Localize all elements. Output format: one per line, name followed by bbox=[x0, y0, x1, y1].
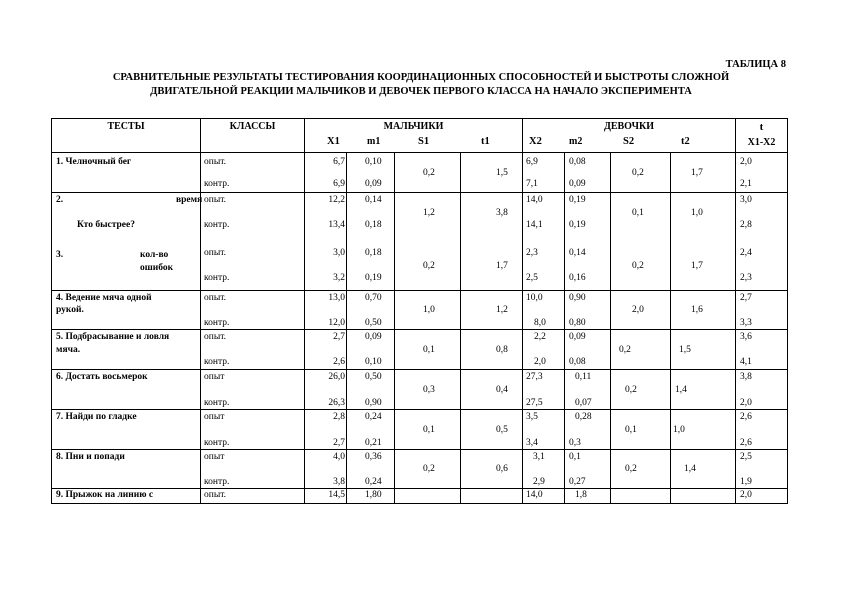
s2-value: 0,2 bbox=[625, 385, 637, 395]
header-tests: ТЕСТЫ bbox=[52, 119, 201, 153]
s1-value: 1,2 bbox=[423, 208, 435, 218]
x1-value: 13,4 bbox=[328, 220, 345, 230]
m2-value: 0,80 bbox=[569, 318, 586, 328]
s1-value: 0,1 bbox=[423, 345, 435, 355]
x2-value: 2,9 bbox=[533, 477, 545, 487]
class-label: контр. bbox=[204, 273, 230, 283]
x1-value: 2,6 bbox=[333, 357, 345, 367]
t-value: 4,1 bbox=[740, 357, 752, 367]
m1-value: 0,09 bbox=[365, 332, 382, 342]
x1-value: 26,0 bbox=[328, 372, 345, 382]
t2-value: 1,4 bbox=[684, 464, 696, 474]
m1-value: 0,14 bbox=[365, 195, 382, 205]
header-s2: S2 bbox=[623, 136, 635, 147]
class-label: контр. bbox=[204, 438, 230, 448]
t-value: 2,0 bbox=[740, 398, 752, 408]
m1-value: 1,80 bbox=[365, 490, 382, 500]
class-label: опыт bbox=[204, 412, 225, 422]
x1-value: 12,0 bbox=[328, 318, 345, 328]
t-value: 3,6 bbox=[740, 332, 752, 342]
x2-value: 6,9 bbox=[526, 157, 538, 167]
m1-value: 0,90 bbox=[365, 398, 382, 408]
m2-value: 0,19 bbox=[569, 195, 586, 205]
test-name: 3. bbox=[56, 250, 64, 260]
m1-value: 0,18 bbox=[365, 220, 382, 230]
x1-value: 4,0 bbox=[333, 452, 345, 462]
table-row bbox=[52, 489, 788, 504]
t2-value: 1,7 bbox=[691, 168, 703, 178]
m2-value: 0,11 bbox=[575, 372, 592, 382]
header-classes: КЛАССЫ bbox=[201, 119, 305, 153]
table-row bbox=[52, 291, 788, 330]
t1-value: 0,4 bbox=[496, 385, 508, 395]
t2-value: 1,6 bbox=[691, 305, 703, 315]
x2-value: 3,5 bbox=[526, 412, 538, 422]
results-table bbox=[51, 118, 788, 504]
m1-value: 0,21 bbox=[365, 438, 382, 448]
test-name: мяча. bbox=[56, 345, 81, 355]
t2-value: 1,5 bbox=[679, 345, 691, 355]
x2-value: 2,2 bbox=[534, 332, 546, 342]
header-x2: X2 bbox=[529, 136, 542, 147]
s2-value: 0,1 bbox=[632, 208, 644, 218]
table-row bbox=[52, 410, 788, 450]
x1-value: 3,0 bbox=[333, 248, 345, 258]
header-t2: t2 bbox=[681, 136, 690, 147]
m2-value: 0,08 bbox=[569, 157, 586, 167]
t-value: 1,9 bbox=[740, 477, 752, 487]
class-label: опыт. bbox=[204, 248, 227, 258]
t1-value: 0,8 bbox=[496, 345, 508, 355]
class-label: опыт bbox=[204, 372, 225, 382]
t2-value: 1,0 bbox=[673, 425, 685, 435]
table-row bbox=[52, 193, 788, 291]
x1-value: 3,8 bbox=[333, 477, 345, 487]
x2-value: 14,1 bbox=[526, 220, 543, 230]
s2-value: 0,2 bbox=[619, 345, 631, 355]
m2-value: 0,16 bbox=[569, 273, 586, 283]
t2-value: 1,0 bbox=[691, 208, 703, 218]
s2-value: 0,1 bbox=[625, 425, 637, 435]
t-value: 2,5 bbox=[740, 452, 752, 462]
t-value: 2,1 bbox=[740, 179, 752, 189]
x1-value: 12,2 bbox=[328, 195, 345, 205]
s1-value: 0,3 bbox=[423, 385, 435, 395]
x2-value: 2,5 bbox=[526, 273, 538, 283]
test-name: 9. Прыжок на линию с bbox=[56, 490, 154, 500]
header-x1x2: X1-X2 bbox=[747, 137, 776, 148]
header-t1: t1 bbox=[481, 136, 490, 147]
x2-value: 27,5 bbox=[526, 398, 543, 408]
x2-value: 2,0 bbox=[534, 357, 546, 367]
page-title-line1: СРАВНИТЕЛЬНЫЕ РЕЗУЛЬТАТЫ ТЕСТИРОВАНИЯ КООРДИНАЦИОННЫХ СПОСОБНОСТЕЙ И БЫСТРОТЫ СЛОЖНОЙ bbox=[112, 72, 730, 83]
x2-value: 14,0 bbox=[526, 195, 543, 205]
m2-value: 0,3 bbox=[569, 438, 581, 448]
m1-value: 0,24 bbox=[365, 412, 382, 422]
t1-value: 1,5 bbox=[496, 168, 508, 178]
m1-value: 0,09 bbox=[365, 179, 382, 189]
table-header-row bbox=[52, 119, 788, 153]
x2-value: 3,4 bbox=[526, 438, 538, 448]
class-label: опыт. bbox=[204, 157, 227, 167]
table-label: ТАБЛИЦА 8 bbox=[725, 59, 786, 70]
t-value: 3,3 bbox=[740, 318, 752, 328]
s1-value: 0,2 bbox=[423, 261, 435, 271]
m2-value: 0,09 bbox=[569, 179, 586, 189]
t1-value: 0,6 bbox=[496, 464, 508, 474]
test-name: кол-во bbox=[140, 250, 169, 260]
test-name: 5. Подбрасывание и ловля bbox=[56, 332, 170, 342]
m1-value: 0,19 bbox=[365, 273, 382, 283]
test-name: 4. Ведение мяча одной bbox=[56, 293, 152, 303]
test-name: 7. Найди по гладке bbox=[56, 412, 137, 422]
m2-value: 0,09 bbox=[569, 332, 586, 342]
m1-value: 0,50 bbox=[365, 372, 382, 382]
s2-value: 2,0 bbox=[632, 305, 644, 315]
t-value: 2,4 bbox=[740, 248, 752, 258]
x1-value: 26,3 bbox=[328, 398, 345, 408]
class-label: контр. bbox=[204, 179, 230, 189]
test-name: время bbox=[176, 195, 203, 205]
test-name: 2. bbox=[56, 195, 64, 205]
header-m2: m2 bbox=[569, 136, 583, 147]
t1-value: 1,7 bbox=[496, 261, 508, 271]
header-x1: X1 bbox=[327, 136, 340, 147]
s1-value: 0,1 bbox=[423, 425, 435, 435]
x1-value: 6,9 bbox=[333, 179, 345, 189]
class-label: контр. bbox=[204, 357, 230, 367]
s2-value: 0,2 bbox=[625, 464, 637, 474]
t-value: 2,3 bbox=[740, 273, 752, 283]
m1-value: 0,10 bbox=[365, 157, 382, 167]
t-value: 2,8 bbox=[740, 220, 752, 230]
x1-value: 2,7 bbox=[333, 438, 345, 448]
table-row bbox=[52, 153, 788, 193]
x2-value: 27,3 bbox=[526, 372, 543, 382]
t1-value: 0,5 bbox=[496, 425, 508, 435]
test-name: 8. Пни и попади bbox=[56, 452, 125, 462]
t2-value: 1,7 bbox=[691, 261, 703, 271]
header-m1: m1 bbox=[367, 136, 381, 147]
t1-value: 3,8 bbox=[496, 208, 508, 218]
m2-value: 0,27 bbox=[569, 477, 586, 487]
x2-value: 8,0 bbox=[534, 318, 546, 328]
x2-value: 10,0 bbox=[526, 293, 543, 303]
s2-value: 0,2 bbox=[632, 168, 644, 178]
t-value: 2,6 bbox=[740, 438, 752, 448]
m1-value: 0,10 bbox=[365, 357, 382, 367]
m1-value: 0,70 bbox=[365, 293, 382, 303]
class-label: контр. bbox=[204, 477, 230, 487]
x2-value: 7,1 bbox=[526, 179, 538, 189]
m1-value: 0,24 bbox=[365, 477, 382, 487]
s1-value: 0,2 bbox=[423, 168, 435, 178]
class-label: контр. bbox=[204, 398, 230, 408]
t-value: 3,0 bbox=[740, 195, 752, 205]
test-name: ошибок bbox=[140, 263, 174, 273]
test-name: 6. Достать восьмерок bbox=[56, 372, 148, 382]
t-value: 2,7 bbox=[740, 293, 752, 303]
t2-value: 1,4 bbox=[675, 385, 687, 395]
m1-value: 0,18 bbox=[365, 248, 382, 258]
test-name: 1. Челночный бег bbox=[56, 157, 132, 167]
x2-value: 14,0 bbox=[526, 490, 543, 500]
x1-value: 14,5 bbox=[328, 490, 345, 500]
class-label: опыт. bbox=[204, 490, 227, 500]
header-s1: S1 bbox=[418, 136, 430, 147]
m2-value: 0,08 bbox=[569, 357, 586, 367]
t-value: 2,0 bbox=[740, 157, 752, 167]
test-name: Кто быстрее? bbox=[77, 220, 135, 230]
s1-value: 1,0 bbox=[423, 305, 435, 315]
x2-value: 2,3 bbox=[526, 248, 538, 258]
class-label: контр. bbox=[204, 318, 230, 328]
x2-value: 3,1 bbox=[533, 452, 545, 462]
header-t: t X1-X2 bbox=[736, 119, 788, 153]
class-label: контр. bbox=[204, 220, 230, 230]
m1-value: 0,36 bbox=[365, 452, 382, 462]
page-title-line2: ДВИГАТЕЛЬНОЙ РЕАКЦИИ МАЛЬЧИКОВ И ДЕВОЧЕК ПЕРВОГО КЛАССА НА НАЧАЛО ЭКСПЕРИМЕНТА bbox=[150, 86, 692, 97]
t1-value: 1,2 bbox=[496, 305, 508, 315]
x1-value: 6,7 bbox=[333, 157, 345, 167]
t-value: 2,6 bbox=[740, 412, 752, 422]
header-boys: МАЛЬЧИКИ X1 m1 S1 t1 bbox=[305, 119, 523, 153]
class-label: опыт. bbox=[204, 293, 227, 303]
m2-value: 0,1 bbox=[569, 452, 581, 462]
x1-value: 3,2 bbox=[333, 273, 345, 283]
s2-value: 0,2 bbox=[632, 261, 644, 271]
t-value: 2,0 bbox=[740, 490, 752, 500]
m2-value: 0,07 bbox=[575, 398, 592, 408]
table-row bbox=[52, 370, 788, 410]
m2-value: 0,28 bbox=[575, 412, 592, 422]
table-row bbox=[52, 450, 788, 489]
m2-value: 1,8 bbox=[575, 490, 587, 500]
table-row bbox=[52, 330, 788, 370]
s1-value: 0,2 bbox=[423, 464, 435, 474]
x1-value: 13,0 bbox=[328, 293, 345, 303]
x1-value: 2,8 bbox=[333, 412, 345, 422]
m2-value: 0,14 bbox=[569, 248, 586, 258]
m2-value: 0,19 bbox=[569, 220, 586, 230]
header-girls: ДЕВОЧКИ X2 m2 S2 t2 bbox=[523, 119, 736, 153]
class-label: опыт bbox=[204, 452, 225, 462]
class-label: опыт. bbox=[204, 332, 227, 342]
x1-value: 2,7 bbox=[333, 332, 345, 342]
t-value: 3,8 bbox=[740, 372, 752, 382]
test-name: рукой. bbox=[56, 305, 84, 315]
class-label: опыт. bbox=[204, 195, 227, 205]
m1-value: 0,50 bbox=[365, 318, 382, 328]
m2-value: 0,90 bbox=[569, 293, 586, 303]
